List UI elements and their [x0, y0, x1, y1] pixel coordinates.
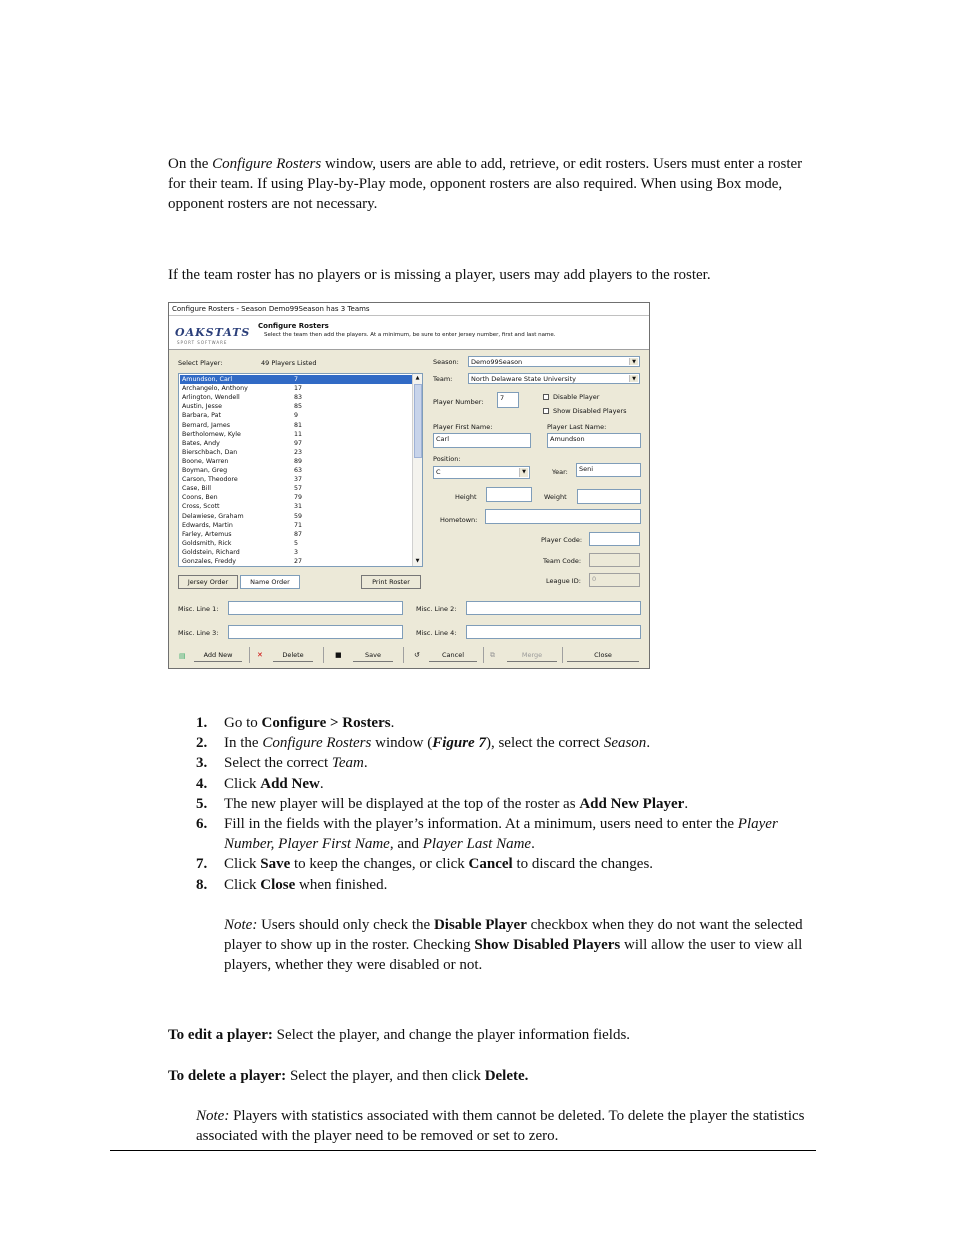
chevron-down-icon: ▼ — [629, 358, 638, 365]
step-item — [196, 733, 816, 753]
player-number-label: Player Number: — [433, 398, 484, 406]
player-jersey: 31 — [294, 503, 303, 511]
note-disable-player — [224, 915, 816, 975]
delete-button[interactable]: Delete — [273, 649, 313, 662]
intro-text: On the — [168, 156, 213, 172]
close-button[interactable]: Close — [567, 649, 639, 662]
player-name: Cross, Scott — [182, 503, 220, 511]
step-text: ), select the correct — [485, 735, 604, 752]
note-delete — [196, 1106, 816, 1146]
player-jersey: 97 — [294, 439, 303, 447]
height-label: Height — [455, 493, 477, 501]
edit-label: To edit a player: — [168, 1027, 273, 1043]
step-text: . — [646, 735, 651, 752]
player-name: Edwards, Martin — [182, 521, 233, 529]
player-jersey: 85 — [294, 403, 303, 411]
save-disk-icon: ■ — [335, 651, 342, 659]
delete-icon: ✕ — [257, 651, 263, 659]
step-text: . — [390, 715, 395, 731]
player-jersey: 89 — [294, 457, 303, 465]
add-new-button[interactable]: Add New — [194, 649, 242, 662]
player-name: Boone, Warren — [182, 457, 229, 465]
misc-line-4-label: Misc. Line 4: — [416, 629, 457, 637]
window-header — [169, 316, 649, 350]
position-label: Position: — [433, 455, 461, 463]
cancel-button[interactable]: Cancel — [429, 649, 477, 662]
show-disabled-label: Show Disabled Players — [553, 407, 627, 415]
note-bold: Show Disabled Players — [474, 937, 621, 953]
player-jersey: 17 — [294, 385, 303, 393]
delete-bold: Delete. — [484, 1068, 529, 1084]
player-number-input[interactable]: 7 — [497, 392, 519, 408]
footer-rule — [110, 1150, 816, 1151]
note-label: Note: — [196, 1108, 230, 1124]
chevron-down-icon: ▼ — [519, 468, 528, 477]
list-item[interactable] — [180, 557, 412, 566]
misc-line-4-input[interactable] — [466, 625, 641, 639]
disable-player-checkbox[interactable] — [543, 394, 549, 400]
step-text: Configure > Rosters — [261, 715, 391, 731]
oakstats-logo: OAKSTATS — [175, 326, 251, 339]
team-select[interactable] — [468, 373, 640, 384]
step-text: Save — [260, 856, 291, 873]
team-code-input — [589, 553, 640, 567]
misc-line-3-label: Misc. Line 3: — [178, 629, 219, 637]
save-button[interactable]: Save — [353, 649, 393, 662]
list-item[interactable] — [180, 548, 412, 557]
list-item[interactable] — [180, 530, 412, 539]
delete-label: To delete a player: — [168, 1068, 287, 1084]
player-name: Goldsmith, Rick — [182, 539, 232, 547]
year-label: Year: — [552, 468, 568, 476]
configure-rosters-window — [168, 302, 650, 669]
scroll-thumb[interactable] — [414, 384, 422, 458]
step-text: Figure 7 — [432, 735, 486, 752]
player-name: Bertholomew, Kyle — [182, 430, 241, 438]
step-number: 7. — [196, 856, 208, 873]
list-item[interactable] — [180, 448, 412, 457]
list-item[interactable] — [180, 421, 412, 430]
step-item — [196, 753, 816, 773]
list-item[interactable] — [180, 475, 412, 484]
position-select[interactable] — [433, 466, 530, 479]
weight-input[interactable] — [577, 489, 641, 504]
step-text: Player Number, Player First Name — [224, 816, 778, 853]
step-text: Configure Rosters — [262, 735, 372, 752]
step-text: Select the correct — [224, 755, 332, 772]
step-text: Team — [331, 755, 364, 772]
step-text: Go to — [224, 715, 262, 731]
player-jersey: 81 — [294, 421, 303, 429]
season-label: Season: — [433, 358, 459, 366]
add-intro-paragraph: If the team roster has no players or is missing a player, users may add players to the roster. — [168, 267, 711, 283]
step-text: when finished. — [295, 876, 388, 893]
player-name: Bernard, James — [182, 421, 231, 429]
player-name: Amundson, Carl — [182, 376, 233, 383]
delete-text: Select the player, and then click — [286, 1068, 485, 1084]
player-name: Barbara, Pat — [182, 412, 221, 420]
note-text: will allow the user to view all players, whether they were disabled or not. — [224, 937, 803, 973]
step-item — [196, 814, 816, 854]
list-item[interactable] — [180, 375, 412, 384]
step-number: 4. — [196, 775, 208, 792]
window-title: Configure Rosters - Season Demo99Season has 3 Teams — [169, 303, 649, 316]
step-item — [196, 854, 816, 874]
first-name-label: Player First Name: — [433, 423, 493, 431]
team-value: North Delaware State University — [471, 375, 576, 383]
show-disabled-checkbox[interactable] — [543, 408, 549, 414]
player-code-input[interactable] — [589, 532, 640, 546]
player-jersey: 11 — [294, 430, 303, 438]
player-name: Arlington, Wendell — [182, 394, 240, 402]
print-roster-button[interactable]: Print Roster — [361, 575, 421, 589]
player-jersey: 59 — [294, 512, 303, 520]
step-text: Add New — [260, 775, 320, 792]
list-item[interactable] — [180, 430, 412, 439]
player-name: Carson, Theodore — [182, 476, 238, 484]
step-item — [196, 794, 816, 814]
intro-window-name: Configure Rosters — [212, 156, 322, 172]
height-input[interactable] — [486, 487, 532, 502]
step-text: Add New Player — [579, 795, 685, 812]
step-text: window ( — [371, 735, 433, 752]
player-code-label: Player Code: — [541, 536, 583, 544]
player-name: Coons, Ben — [182, 494, 218, 502]
step-text: In the — [224, 735, 263, 752]
step-text: . — [684, 795, 689, 812]
player-jersey: 7 — [294, 376, 299, 383]
misc-line-3-input[interactable] — [228, 625, 403, 639]
step-text: Click — [224, 876, 261, 893]
player-jersey: 79 — [294, 494, 303, 502]
list-item[interactable] — [180, 493, 412, 502]
list-item[interactable] — [180, 384, 412, 393]
intro-text-rest: window, users are able to add, retrieve, or edit rosters. Users must enter a roster for their team. If using Play-by-Play mode, opponent rosters are also required. When using Box mode, opponent rosters are not necessary. — [168, 156, 803, 212]
list-item[interactable] — [180, 457, 412, 466]
list-item[interactable] — [180, 466, 412, 475]
player-name: Boyman, Greg — [182, 467, 228, 474]
note-text: checkbox when they do not want the selected player to show up in the roster. Checking — [224, 917, 803, 953]
misc-line-2-label: Misc. Line 2: — [416, 605, 457, 613]
header-title: Configure Rosters — [258, 322, 329, 330]
step-number: 8. — [196, 876, 208, 893]
player-name: Case, Bill — [182, 485, 211, 493]
list-item[interactable] — [180, 502, 412, 511]
merge-button[interactable]: Merge — [507, 649, 557, 662]
step-number: 3. — [196, 755, 208, 772]
players-listed-count: 49 Players Listed — [261, 359, 317, 367]
step-number: 6. — [196, 816, 208, 833]
player-jersey: 71 — [294, 521, 303, 529]
player-jersey: 3 — [294, 548, 299, 556]
step-text: . — [319, 775, 324, 792]
step-text: Click — [224, 856, 261, 873]
position-value: C — [436, 468, 441, 476]
step-text: to discard the changes. — [512, 856, 654, 873]
header-description: Select the team then add the players. At a minimum, be sure to enter jersey number, first and last name. — [264, 332, 556, 338]
toolbar-divider — [403, 647, 404, 663]
player-name: Archangelo, Anthony — [182, 385, 248, 393]
step-number: 5. — [196, 795, 208, 812]
edit-text: Select the player, and change the player information fields. — [272, 1027, 631, 1043]
step-number: 2. — [196, 735, 208, 752]
intro-paragraph — [168, 154, 818, 214]
list-item[interactable] — [180, 512, 412, 521]
step-text: The new player will be displayed at the top of the roster as — [224, 795, 580, 812]
player-name: Austin, Jesse — [182, 403, 222, 411]
step-item — [196, 875, 816, 895]
step-text: Cancel — [468, 856, 513, 873]
toolbar-divider — [562, 647, 563, 663]
weight-label: Weight — [544, 493, 567, 501]
player-jersey: 9 — [294, 412, 299, 420]
team-code-label: Team Code: — [543, 557, 582, 565]
league-id-label: League ID: — [546, 577, 581, 585]
merge-icon: ⧉ — [490, 651, 495, 659]
undo-icon: ↺ — [414, 651, 420, 659]
misc-line-1-input[interactable] — [228, 601, 403, 615]
step-text: Season — [603, 735, 647, 752]
player-jersey: 37 — [294, 476, 303, 484]
step-text: Fill in the fields with the player’s information. At a minimum, users need to enter the — [224, 816, 738, 833]
step-text: . — [363, 755, 368, 772]
list-item[interactable] — [180, 484, 412, 493]
list-item[interactable] — [180, 521, 412, 530]
season-value: Demo99Season — [471, 358, 523, 366]
misc-line-1-label: Misc. Line 1: — [178, 605, 219, 613]
list-item[interactable] — [180, 411, 412, 420]
logo-subtitle: SPORT SOFTWARE — [177, 340, 228, 345]
first-name-input[interactable]: Carl — [433, 433, 531, 448]
toolbar-divider — [249, 647, 250, 663]
note-text: Users should only check the — [257, 917, 434, 933]
list-item[interactable] — [180, 439, 412, 448]
note-text: Players with statistics associated with them cannot be deleted. To delete the player the statistics associated with the player need to be removed or set to zero. — [196, 1108, 805, 1144]
player-jersey: 23 — [294, 448, 303, 456]
list-item[interactable] — [180, 402, 412, 411]
player-jersey: 5 — [294, 539, 299, 547]
step-item — [196, 713, 816, 733]
steps-list — [196, 713, 816, 895]
player-name: Delawiese, Graham — [182, 512, 244, 520]
player-name: Farley, Artemus — [182, 530, 232, 538]
step-text: to keep the changes, or click — [290, 856, 469, 873]
player-jersey: 63 — [294, 467, 303, 474]
player-jersey: 57 — [294, 485, 303, 493]
year-input[interactable]: Seni — [576, 463, 641, 477]
player-jersey: 27 — [294, 558, 303, 565]
chevron-down-icon: ▼ — [629, 375, 638, 382]
edit-player-paragraph — [168, 1025, 818, 1045]
misc-line-2-input[interactable] — [466, 601, 641, 615]
scroll-down-icon[interactable]: ▼ — [415, 558, 420, 564]
last-name-input[interactable]: Amundson — [547, 433, 641, 448]
player-name: Goldstein, Richard — [182, 548, 240, 556]
name-order-button[interactable]: Name Order — [240, 575, 300, 589]
player-name: Bierschbach, Dan — [182, 448, 238, 456]
step-text: . — [531, 836, 535, 853]
player-jersey: 87 — [294, 530, 303, 538]
jersey-order-button[interactable]: Jersey Order — [178, 575, 238, 589]
step-text: Player Last Name — [422, 836, 532, 853]
hometown-input[interactable] — [485, 509, 641, 524]
disable-player-label: Disable Player — [553, 393, 600, 401]
toolbar-divider — [483, 647, 484, 663]
player-list[interactable] — [178, 373, 423, 567]
step-text: Close — [260, 876, 296, 893]
league-id-input: 0 — [589, 573, 640, 587]
add-new-icon: ▤ — [179, 652, 186, 660]
step-number: 1. — [196, 715, 208, 731]
player-jersey: 83 — [294, 394, 303, 402]
player-list-scrollbar[interactable] — [412, 374, 422, 566]
list-item[interactable] — [180, 539, 412, 548]
step-text: , and — [389, 836, 423, 853]
select-player-label: Select Player: — [178, 359, 223, 367]
player-name: Gonzales, Freddy — [182, 558, 237, 565]
step-item — [196, 774, 816, 794]
list-item[interactable] — [180, 393, 412, 402]
hometown-label: Hometown: — [440, 516, 478, 524]
delete-player-paragraph — [168, 1066, 818, 1086]
season-select[interactable] — [468, 356, 640, 367]
team-label: Team: — [433, 375, 453, 383]
step-text: Click — [224, 775, 261, 792]
toolbar-divider — [323, 647, 324, 663]
player-name: Bates, Andy — [182, 439, 220, 447]
note-label: Note: — [224, 917, 258, 933]
scroll-up-icon[interactable]: ▲ — [415, 375, 420, 381]
note-bold: Disable Player — [433, 917, 527, 933]
last-name-label: Player Last Name: — [547, 423, 607, 431]
